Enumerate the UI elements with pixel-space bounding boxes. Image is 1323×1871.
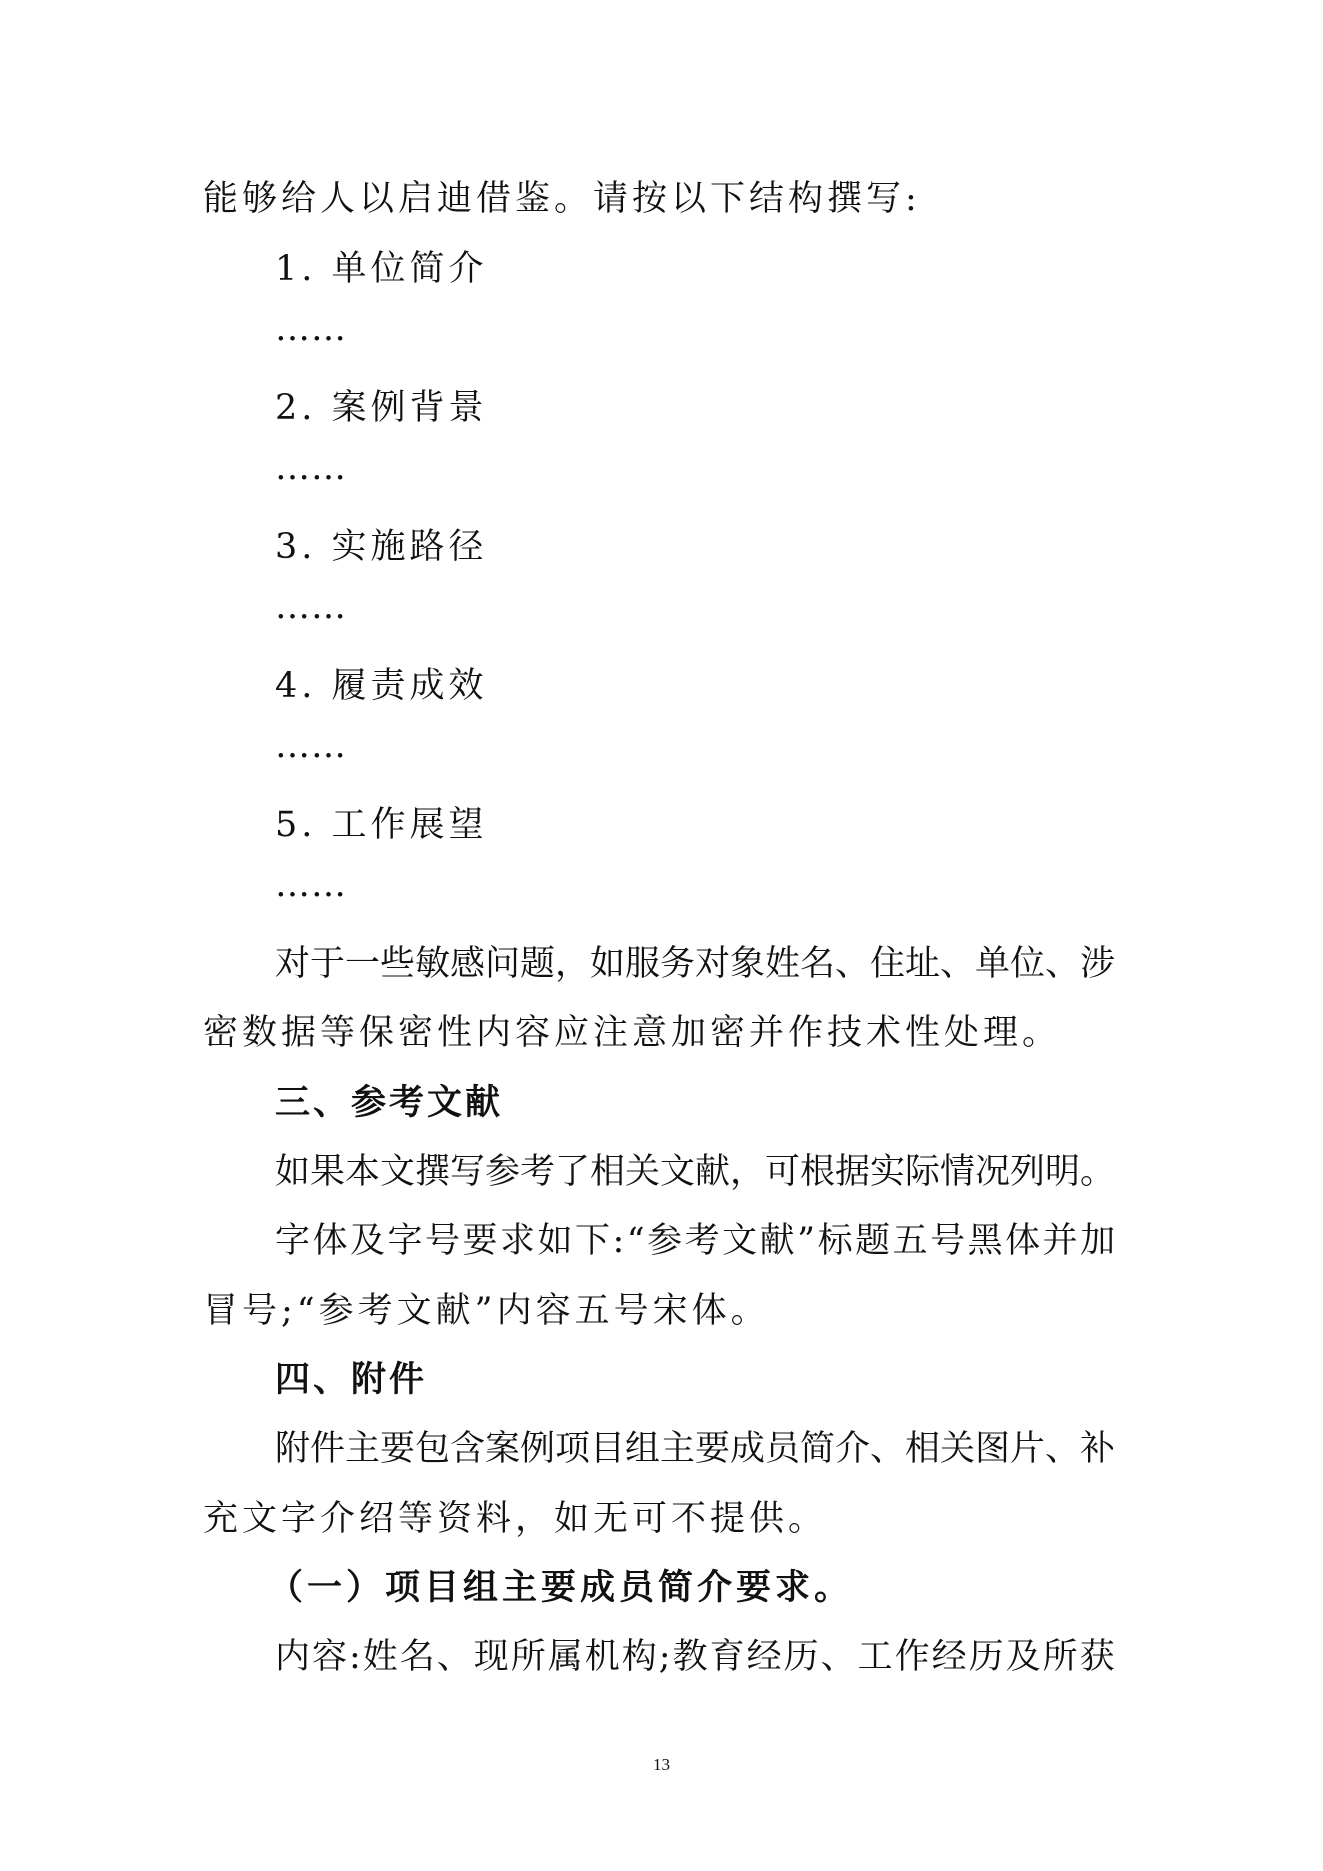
ellipsis-line: …… xyxy=(275,865,347,905)
body-text-line: 字体及字号要求如下:“参考文献”标题五号黑体并加 xyxy=(275,1221,1118,1261)
structure-item-4: 4. 履责成效 xyxy=(275,666,488,706)
subsection-heading: （一）项目组主要成员简介要求。 xyxy=(268,1567,854,1608)
structure-item-3: 3. 实施路径 xyxy=(275,527,488,567)
structure-item-1: 1. 单位简介 xyxy=(275,249,488,289)
section-heading-attachments: 四、附件 xyxy=(275,1360,428,1400)
body-text-line: 能够给人以启迪借鉴。请按以下结构撰写: xyxy=(203,179,921,219)
ellipsis-line: …… xyxy=(275,448,347,488)
body-text-line: 对于一些敏感问题，如服务对象姓名、住址、单位、涉 xyxy=(275,944,1116,984)
ellipsis-line: …… xyxy=(275,587,347,627)
structure-item-5: 5. 工作展望 xyxy=(275,805,488,845)
body-text-line: 充文字介绍等资料，如无可不提供。 xyxy=(203,1499,828,1539)
section-heading-references: 三、参考文献 xyxy=(275,1083,504,1123)
structure-item-2: 2. 案例背景 xyxy=(275,388,488,428)
page-number: 13 xyxy=(653,1755,670,1774)
body-text-line: 附件主要包含案例项目组主要成员简介、相关图片、补 xyxy=(275,1429,1116,1469)
ellipsis-line: …… xyxy=(275,726,347,766)
body-text-line: 密数据等保密性内容应注意加密并作技术性处理。 xyxy=(203,1013,1062,1053)
ellipsis-line: …… xyxy=(275,309,347,349)
body-text-line: 冒号;“参考文献”内容五号宋体。 xyxy=(203,1291,770,1331)
body-text-line: 内容:姓名、现所属机构;教育经历、工作经历及所获 xyxy=(275,1637,1117,1677)
body-text-line: 如果本文撰写参考了相关文献，可根据实际情况列明。 xyxy=(275,1152,1116,1192)
